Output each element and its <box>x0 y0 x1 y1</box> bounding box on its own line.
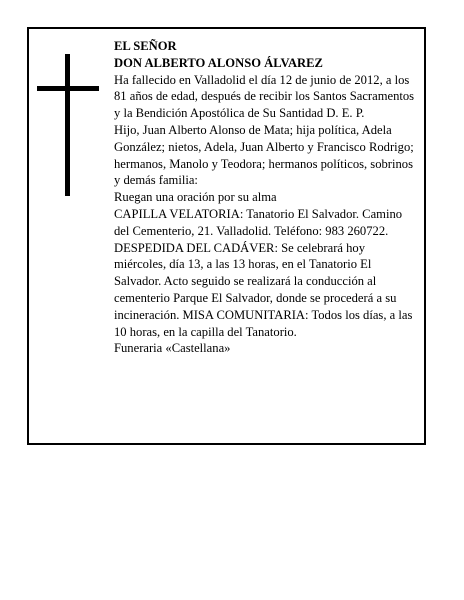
funeral-details: DESPEDIDA DEL CADÁVER: Se celebrará hoy miércoles, día 13, a las 13 horas, en el Tanatorio El Salvador. Acto seguido se realizará la conducción al cementerio Parque El Salvador, donde se procederá a su incineración. MISA COMUNITARIA: Todos los días, a las 10 horas, en la capilla del Tanatorio. <box>114 240 413 339</box>
prayer-request: Ruegan una oración por su alma <box>114 190 277 205</box>
deceased-name: DON ALBERTO ALONSO ÁLVAREZ <box>114 55 323 70</box>
cross-horizontal-bar <box>37 86 99 91</box>
cross-icon <box>37 54 99 196</box>
chapel-info: CAPILLA VELATORIA: Tanatorio El Salvador. Camino del Cementerio, 21. Valladolid. Teléfono: 983 260722. <box>114 206 403 238</box>
heading-title: EL SEÑOR <box>114 39 177 53</box>
cross-vertical-bar <box>65 54 70 196</box>
funeral-home: Funeraria «Castellana» <box>114 341 231 356</box>
obituary-text <box>114 38 420 357</box>
death-announcement: Ha fallecido en Valladolid el día 12 de junio de 2012, a los 81 años de edad, después de recibir los Santos Sacramentos y la Bendición Apostólica de Su Santidad D. E. P. <box>114 72 415 121</box>
family-list: Hijo, Juan Alberto Alonso de Mata; hija política, Adela González; nietos, Adela, Juan Alberto y Francisco Rodrigo; hermanos, Manolo y Teodora; hermanos políticos, sobrinos y demás familia: <box>114 122 414 188</box>
